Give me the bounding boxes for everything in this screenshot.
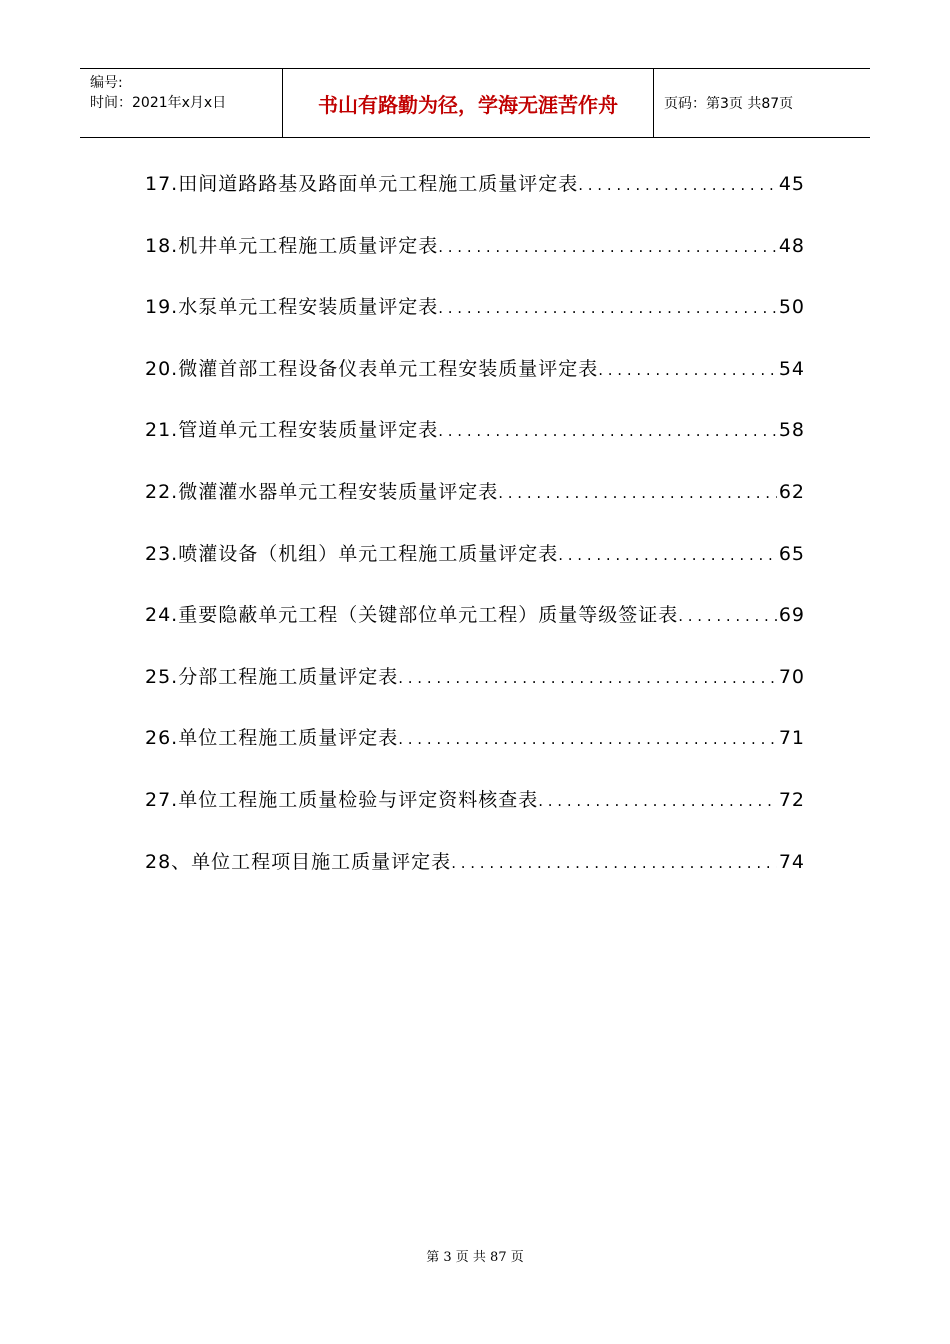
page-footer: 第 3 页 共 87 页 — [426, 1250, 524, 1265]
toc-entry-page: 70 — [778, 665, 805, 688]
toc-entry-page: 62 — [778, 480, 805, 503]
header-page-info: 页码：第3页 共87页 — [664, 96, 794, 112]
page-header — [80, 68, 870, 138]
toc-entry[interactable] — [145, 400, 805, 462]
toc-entry-title: 22.微灌灌水器单元工程安装质量评定表 — [145, 480, 499, 503]
toc-leader-dots — [678, 586, 777, 648]
toc-leader-dots — [398, 648, 777, 710]
header-motto: 书山有路勤为径，学海无涯苦作舟 — [282, 69, 654, 137]
toc-leader-dots — [438, 217, 777, 279]
table-of-contents — [145, 154, 805, 893]
toc-leader-dots — [498, 463, 777, 525]
toc-entry-title: 26.单位工程施工质量评定表 — [145, 727, 399, 750]
toc-entry-page: 72 — [778, 788, 805, 811]
toc-entry[interactable] — [145, 524, 805, 586]
toc-entry[interactable] — [145, 770, 805, 832]
toc-entry-title: 18.机井单元工程施工质量评定表 — [145, 234, 439, 257]
toc-entry-title: 19.水泵单元工程安装质量评定表 — [145, 296, 439, 319]
toc-leader-dots — [578, 155, 777, 217]
toc-entry-title: 23.喷灌设备（机组）单元工程施工质量评定表 — [145, 542, 559, 565]
toc-leader-dots — [558, 525, 777, 587]
toc-entry-page: 69 — [778, 604, 805, 627]
toc-entry[interactable] — [145, 216, 805, 278]
toc-entry[interactable] — [145, 832, 805, 894]
toc-entry-page: 45 — [778, 173, 805, 195]
toc-entry[interactable] — [145, 277, 805, 339]
toc-entry-page: 74 — [778, 850, 805, 873]
toc-leader-dots — [438, 278, 777, 340]
toc-entry-page: 58 — [778, 419, 805, 442]
toc-entry[interactable] — [145, 154, 805, 216]
toc-entry[interactable] — [145, 708, 805, 770]
toc-entry-title: 28、单位工程项目施工质量评定表 — [145, 850, 452, 873]
toc-entry[interactable] — [145, 339, 805, 401]
header-meta — [80, 69, 282, 137]
toc-entry-title: 21.管道单元工程安装质量评定表 — [145, 419, 439, 442]
toc-entry[interactable] — [145, 585, 805, 647]
toc-leader-dots — [438, 401, 777, 463]
toc-entry-page: 54 — [778, 357, 805, 380]
toc-entry-page: 48 — [778, 234, 805, 257]
toc-entry[interactable] — [145, 647, 805, 709]
toc-entry[interactable] — [145, 462, 805, 524]
toc-entry-title: 24.重要隐蔽单元工程（关键部位单元工程）质量等级签证表 — [145, 604, 679, 627]
toc-leader-dots — [598, 340, 777, 402]
toc-entry-title: 20.微灌首部工程设备仪表单元工程安装质量评定表 — [145, 357, 599, 380]
toc-leader-dots — [398, 709, 777, 771]
toc-entry-title: 27.单位工程施工质量检验与评定资料核查表 — [145, 788, 539, 811]
toc-entry-page: 71 — [778, 727, 805, 750]
toc-entry-page: 50 — [778, 296, 805, 319]
toc-entry-title: 17.田间道路路基及路面单元工程施工质量评定表 — [145, 173, 579, 195]
toc-leader-dots — [451, 833, 777, 895]
toc-entry-title: 25.分部工程施工质量评定表 — [145, 665, 399, 688]
document-date: 时间：2021年x月x日 — [90, 95, 227, 111]
document-number-label: 编号: — [90, 75, 123, 91]
toc-entry-page: 65 — [778, 542, 805, 565]
toc-leader-dots — [538, 771, 777, 833]
